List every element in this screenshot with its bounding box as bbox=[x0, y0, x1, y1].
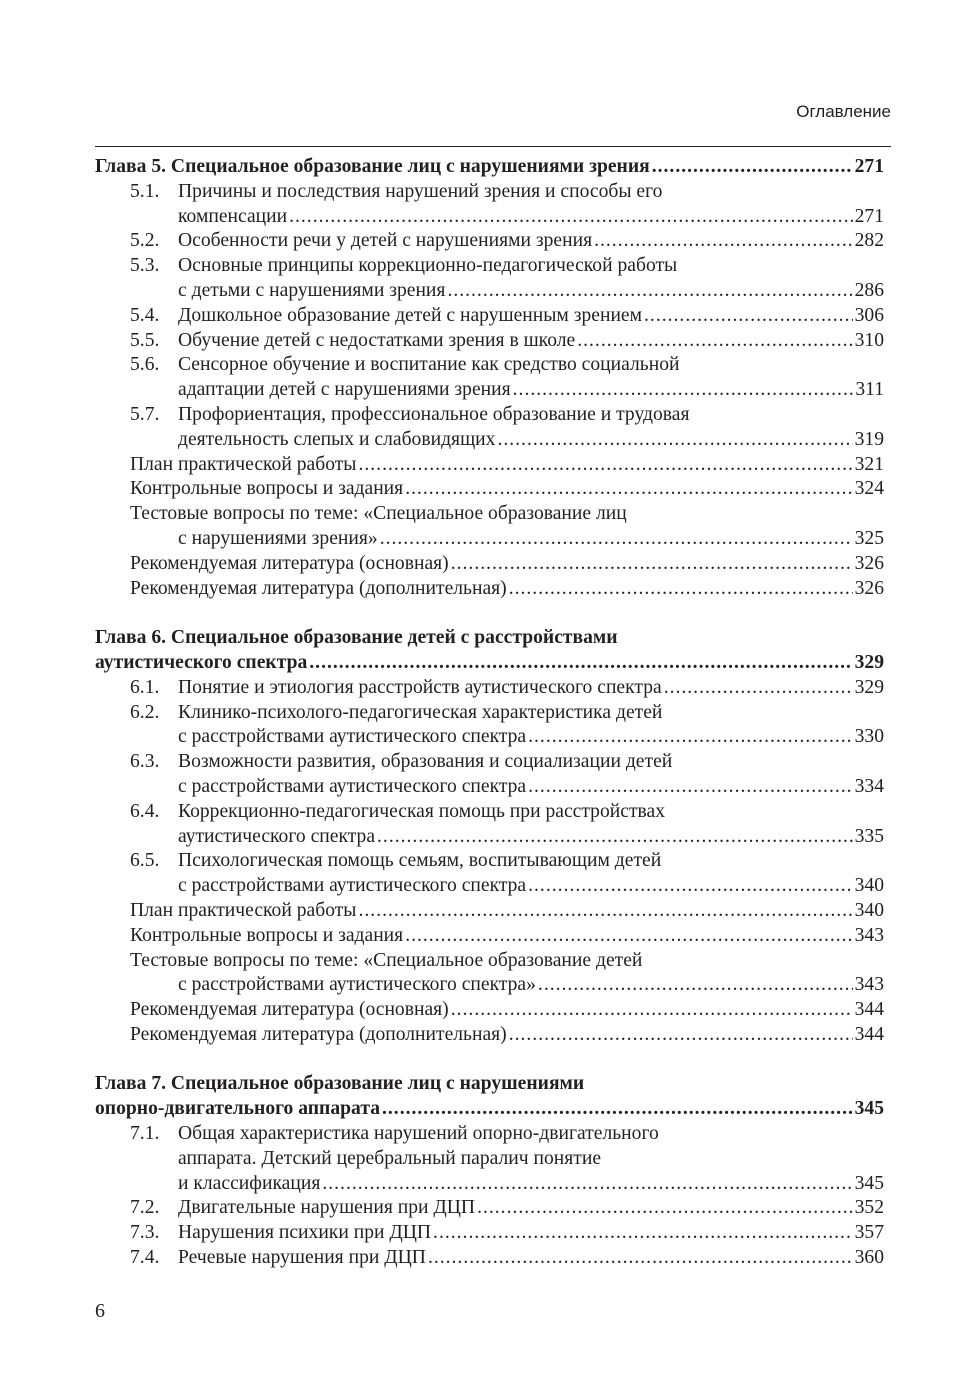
section-number: 7.3. bbox=[130, 1222, 160, 1244]
section-number: 7.1. bbox=[130, 1123, 160, 1145]
toc-line bbox=[95, 775, 884, 800]
entry-title: с расстройствами аутистического спектра bbox=[178, 726, 527, 748]
toc-line bbox=[95, 1023, 884, 1048]
page-ref: 329 bbox=[854, 676, 884, 698]
page-ref: 352 bbox=[854, 1197, 884, 1219]
entry-title: Понятие и этиология расстройств аутистического спектра bbox=[178, 676, 662, 698]
section-number: 5.4. bbox=[130, 304, 160, 326]
toc-line bbox=[95, 304, 884, 329]
dot-leader bbox=[652, 155, 853, 180]
toc-entry[interactable] bbox=[95, 849, 884, 899]
entry-title: компенсации bbox=[178, 205, 288, 227]
toc-line bbox=[95, 800, 884, 825]
entry-title: Глава 5. Специальное образование лиц с нарушениями зрения bbox=[95, 156, 650, 177]
toc-chapter[interactable] bbox=[95, 1072, 884, 1122]
dot-leader bbox=[477, 1196, 853, 1221]
entry-title: адаптации детей с нарушениями зрения bbox=[178, 379, 511, 401]
toc-entry[interactable] bbox=[95, 180, 884, 230]
section-number: 7.2. bbox=[130, 1197, 160, 1219]
entry-title: Основные принципы коррекционно-педагогической работы bbox=[178, 255, 678, 277]
toc-entry[interactable] bbox=[95, 701, 884, 751]
entry-title: Общая характеристика нарушений опорно-двигательного bbox=[178, 1123, 659, 1145]
section-number: 5.3. bbox=[130, 255, 160, 277]
toc-entry[interactable] bbox=[95, 453, 884, 478]
toc-line bbox=[95, 973, 884, 998]
dot-leader bbox=[428, 1246, 853, 1271]
section-number: 7.4. bbox=[130, 1247, 160, 1269]
toc-line bbox=[95, 849, 884, 874]
page-ref: 326 bbox=[854, 552, 884, 574]
dot-leader bbox=[451, 552, 853, 577]
toc-line bbox=[95, 180, 884, 205]
entry-title: Коррекционно-педагогическая помощь при расстройствах bbox=[178, 800, 665, 822]
page-ref: 321 bbox=[854, 453, 884, 475]
dot-leader bbox=[447, 279, 852, 304]
dot-leader bbox=[513, 378, 854, 403]
toc-entry[interactable] bbox=[95, 899, 884, 924]
entry-title: Тестовые вопросы по теме: «Специальное образование детей bbox=[130, 949, 643, 971]
page-ref: 345 bbox=[854, 1172, 884, 1194]
toc-line bbox=[95, 403, 884, 428]
dot-leader bbox=[594, 229, 853, 254]
blank-line bbox=[95, 601, 884, 626]
toc-line bbox=[95, 477, 884, 502]
page-ref: 340 bbox=[854, 875, 884, 897]
page-ref: 325 bbox=[854, 527, 884, 549]
toc-line bbox=[95, 1072, 884, 1097]
toc-line bbox=[95, 229, 884, 254]
section-number: 6.4. bbox=[130, 800, 160, 822]
dot-leader bbox=[380, 527, 853, 552]
toc-entry[interactable] bbox=[95, 676, 884, 701]
section-number: 5.5. bbox=[130, 329, 160, 351]
table-of-contents bbox=[95, 155, 884, 1271]
entry-title: Психологическая помощь семьям, воспитывающим детей bbox=[178, 850, 662, 872]
dot-leader bbox=[405, 477, 852, 502]
toc-line bbox=[95, 825, 884, 850]
toc-line bbox=[95, 279, 884, 304]
entry-title: Клинико-психолого-педагогическая характеристика детей bbox=[178, 701, 663, 723]
toc-line bbox=[95, 874, 884, 899]
toc-line bbox=[95, 155, 884, 180]
page-ref: 310 bbox=[854, 329, 884, 351]
entry-title: Профориентация, профессиональное образование и трудовая bbox=[178, 403, 690, 425]
toc-line bbox=[95, 552, 884, 577]
toc-entry[interactable] bbox=[95, 304, 884, 329]
toc-entry[interactable] bbox=[95, 924, 884, 949]
page-ref: 319 bbox=[854, 428, 884, 450]
toc-line bbox=[95, 750, 884, 775]
toc-line bbox=[95, 998, 884, 1023]
dot-leader bbox=[358, 899, 852, 924]
toc-line bbox=[95, 725, 884, 750]
entry-title: Дошкольное образование детей с нарушенным зрением bbox=[178, 304, 643, 326]
dot-leader bbox=[497, 428, 852, 453]
dot-leader bbox=[377, 825, 853, 850]
page-ref: 271 bbox=[854, 205, 884, 227]
toc-line bbox=[95, 1246, 884, 1271]
dot-leader bbox=[358, 453, 852, 478]
toc-entry[interactable] bbox=[95, 577, 884, 602]
dot-leader bbox=[382, 1097, 853, 1122]
entry-title: аутистического спектра bbox=[178, 825, 376, 847]
entry-title: Глава 7. Специальное образование лиц с нарушениями bbox=[95, 1073, 585, 1095]
dot-leader bbox=[309, 651, 852, 676]
toc-line bbox=[95, 1122, 884, 1147]
section-number: 5.7. bbox=[130, 403, 160, 425]
entry-title: с нарушениями зрения» bbox=[178, 527, 378, 549]
page-number: 6 bbox=[95, 1300, 105, 1322]
page-ref: 340 bbox=[854, 899, 884, 921]
dot-leader bbox=[451, 998, 853, 1023]
toc-line bbox=[95, 676, 884, 701]
page-ref: 344 bbox=[854, 999, 884, 1021]
entry-title: с детьми с нарушениями зрения bbox=[178, 279, 446, 301]
section-number: 5.1. bbox=[130, 180, 160, 202]
toc-line bbox=[95, 502, 884, 527]
section-number: 5.2. bbox=[130, 230, 160, 252]
toc-line bbox=[95, 453, 884, 478]
toc-entry[interactable] bbox=[95, 750, 884, 800]
toc-entry[interactable] bbox=[95, 998, 884, 1023]
toc-entry[interactable] bbox=[95, 1196, 884, 1221]
entry-title: Контрольные вопросы и задания bbox=[130, 478, 404, 500]
toc-line bbox=[95, 428, 884, 453]
entry-title: Рекомендуемая литература (основная) bbox=[130, 999, 449, 1021]
entry-title: Двигательные нарушения при ДЦП bbox=[178, 1197, 476, 1219]
dot-leader bbox=[528, 775, 852, 800]
toc-line bbox=[95, 924, 884, 949]
toc-entry[interactable] bbox=[95, 329, 884, 354]
toc-line bbox=[95, 701, 884, 726]
entry-title: Рекомендуемая литература (дополнительная) bbox=[130, 577, 507, 599]
entry-title: с расстройствами аутистического спектра bbox=[178, 775, 527, 797]
dot-leader bbox=[644, 304, 853, 329]
toc-line bbox=[95, 254, 884, 279]
page-ref: 286 bbox=[854, 279, 884, 301]
entry-title: Речевые нарушения при ДЦП bbox=[178, 1247, 426, 1269]
page-ref: 357 bbox=[854, 1222, 884, 1244]
entry-title: с расстройствами аутистического спектра» bbox=[178, 974, 536, 996]
toc-line bbox=[95, 1097, 884, 1122]
entry-title: аутистического спектра bbox=[95, 651, 308, 673]
section-number: 6.3. bbox=[130, 751, 160, 773]
page-ref: 360 bbox=[854, 1247, 884, 1269]
dot-leader bbox=[538, 973, 853, 998]
toc-line bbox=[95, 205, 884, 230]
page-ref: 330 bbox=[854, 726, 884, 748]
dot-leader bbox=[322, 1172, 852, 1197]
dot-leader bbox=[433, 1221, 853, 1246]
entry-title: План практической работы bbox=[130, 899, 357, 921]
page-ref: 324 bbox=[854, 478, 884, 500]
dot-leader bbox=[664, 676, 853, 701]
toc-line bbox=[95, 329, 884, 354]
page-ref: 306 bbox=[854, 304, 884, 326]
toc-entry[interactable] bbox=[95, 477, 884, 502]
page-ref: 282 bbox=[854, 230, 884, 252]
dot-leader bbox=[509, 577, 853, 602]
toc-entry[interactable] bbox=[95, 1221, 884, 1246]
dot-leader bbox=[577, 329, 852, 354]
toc-entry[interactable] bbox=[95, 229, 884, 254]
dot-leader bbox=[528, 725, 852, 750]
entry-title: Глава 6. Специальное образование детей с расстройствами bbox=[95, 627, 618, 649]
page-ref: 334 bbox=[854, 775, 884, 797]
section-number: 6.5. bbox=[130, 850, 160, 872]
entry-title: Особенности речи у детей с нарушениями зрения bbox=[178, 230, 593, 252]
toc-entry[interactable] bbox=[95, 552, 884, 577]
page-ref: 344 bbox=[854, 1023, 884, 1045]
entry-title: Причины и последствия нарушений зрения и способы его bbox=[178, 180, 663, 202]
toc-line bbox=[95, 949, 884, 974]
header-rule bbox=[95, 146, 891, 147]
dot-leader bbox=[528, 874, 852, 899]
dot-leader bbox=[405, 924, 852, 949]
entry-title: Возможности развития, образования и социализации детей bbox=[178, 751, 673, 773]
toc-chapter[interactable] bbox=[95, 155, 884, 180]
toc-entry[interactable] bbox=[95, 800, 884, 850]
toc-line bbox=[95, 1172, 884, 1197]
toc-line bbox=[95, 527, 884, 552]
section-number: 6.2. bbox=[130, 701, 160, 723]
running-head: Оглавление bbox=[796, 102, 891, 121]
page-ref: 343 bbox=[854, 974, 884, 996]
toc-line bbox=[95, 378, 884, 403]
toc-line bbox=[95, 577, 884, 602]
toc-entry[interactable] bbox=[95, 949, 884, 999]
entry-title: опорно-двигательного аппарата bbox=[95, 1098, 380, 1120]
toc-line bbox=[95, 1147, 884, 1172]
toc-entry[interactable] bbox=[95, 1023, 884, 1048]
entry-title: Контрольные вопросы и задания bbox=[130, 924, 404, 946]
entry-title: и классификация bbox=[178, 1172, 321, 1194]
page-ref: 343 bbox=[854, 924, 884, 946]
entry-title: Нарушения психики при ДЦП bbox=[178, 1222, 432, 1244]
entry-title: с расстройствами аутистического спектра bbox=[178, 875, 527, 897]
entry-title: Обучение детей с недостатками зрения в школе bbox=[178, 329, 576, 351]
toc-entry[interactable] bbox=[95, 502, 884, 552]
toc-line bbox=[95, 353, 884, 378]
entry-title: Рекомендуемая литература (основная) bbox=[130, 552, 449, 574]
section-number: 6.1. bbox=[130, 676, 160, 698]
entry-title: деятельность слепых и слабовидящих bbox=[178, 428, 496, 450]
page-ref: 311 bbox=[855, 379, 884, 401]
page-ref: 329 bbox=[854, 651, 884, 673]
entry-title: План практической работы bbox=[130, 453, 357, 475]
entry-title: Тестовые вопросы по теме: «Специальное образование лиц bbox=[130, 503, 627, 525]
entry-title: Рекомендуемая литература (дополнительная) bbox=[130, 1023, 507, 1045]
entry-title: Сенсорное обучение и воспитание как средство социальной bbox=[178, 354, 680, 376]
page-ref: 335 bbox=[854, 825, 884, 847]
page-ref: 271 bbox=[854, 156, 884, 177]
toc-entry[interactable] bbox=[95, 1122, 884, 1196]
toc-chapter[interactable] bbox=[95, 626, 884, 676]
dot-leader bbox=[289, 205, 853, 230]
toc-line bbox=[95, 1221, 884, 1246]
toc-entry[interactable] bbox=[95, 1246, 884, 1271]
page-ref: 326 bbox=[854, 577, 884, 599]
dot-leader bbox=[509, 1023, 853, 1048]
page-ref: 345 bbox=[854, 1098, 884, 1120]
toc-entry[interactable] bbox=[95, 353, 884, 403]
toc-line bbox=[95, 1196, 884, 1221]
toc-entry[interactable] bbox=[95, 403, 884, 453]
entry-title: аппарата. Детский церебральный паралич понятие bbox=[178, 1147, 602, 1169]
blank-line bbox=[95, 1048, 884, 1073]
section-number: 5.6. bbox=[130, 354, 160, 376]
toc-line bbox=[95, 899, 884, 924]
toc-line bbox=[95, 651, 884, 676]
toc-line bbox=[95, 626, 884, 651]
toc-entry[interactable] bbox=[95, 254, 884, 304]
